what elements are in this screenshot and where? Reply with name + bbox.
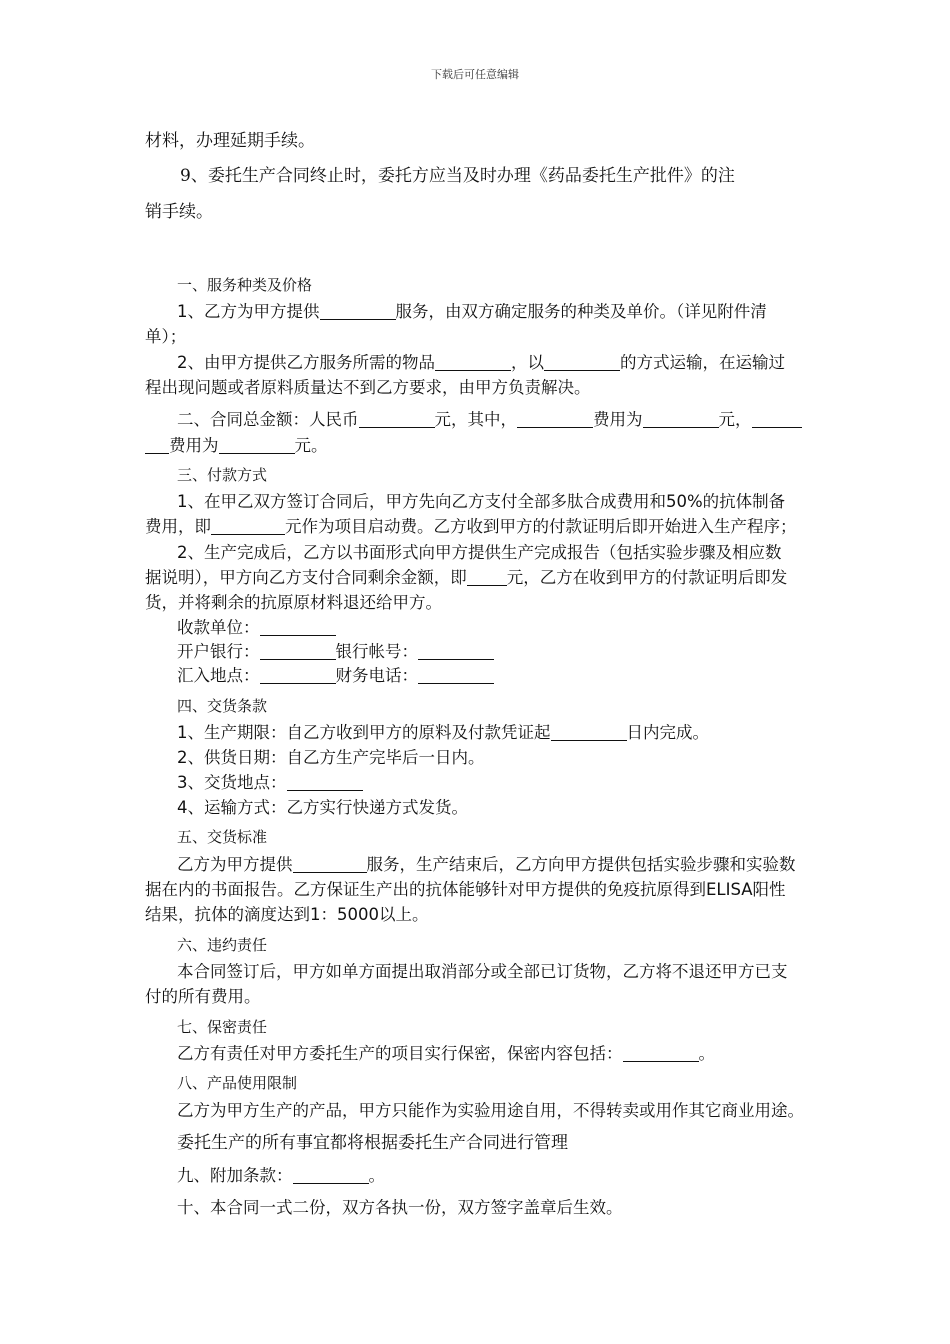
text: 元， [718, 410, 752, 429]
text: 元，其中， [434, 410, 517, 429]
blank-line [435, 369, 511, 371]
blank-line [517, 426, 593, 428]
blank-line [287, 789, 363, 791]
text: 1、生产期限：自乙方收到甲方的原料及付款凭证起 [177, 723, 551, 742]
section-title: 一、服务种类及价格 [177, 276, 313, 294]
blank-line [544, 369, 620, 371]
paragraph-line: 2、供货日期：自乙方生产完毕后一日内。 [177, 748, 485, 767]
paragraph-line: 单）； [145, 327, 187, 346]
form-field-line [177, 662, 494, 686]
paragraph-line: 9、委托生产合同终止时，委托方应当及时办理《药品委托生产批件》的注 [180, 166, 735, 186]
paragraph-line: 材料，办理延期手续。 [145, 131, 315, 151]
section-title: 三、付款方式 [177, 466, 268, 484]
blank-line [752, 426, 802, 428]
paragraph-line [177, 298, 767, 322]
text: 二、合同总金额：人民币 [177, 410, 359, 429]
text: 元作为项目启动费。乙方收到甲方的付款证明后即开始进入生产程序； [285, 517, 797, 536]
blank-line [260, 634, 336, 636]
paragraph-line [177, 1162, 385, 1186]
text: 据说明），甲方向乙方支付合同剩余金额，即 [145, 568, 467, 587]
field-label: 银行帐号： [335, 642, 418, 661]
paragraph-line [177, 349, 785, 373]
text: 元。 [294, 436, 328, 455]
form-field-line [177, 614, 336, 638]
paragraph-line: 程出现问题或者原料质量达不到乙方要求，由甲方负责解决。 [145, 378, 591, 397]
section-title: 八、产品使用限制 [177, 1074, 298, 1092]
page-header: 下载后可任意编辑 [431, 68, 519, 81]
blank-line [623, 1060, 699, 1062]
paragraph-line [177, 1040, 715, 1064]
blank-line [551, 739, 627, 741]
paragraph-line [145, 564, 787, 588]
text: 日内完成。 [626, 723, 709, 742]
text: 1、乙方为甲方提供 [177, 302, 320, 321]
text: 。 [368, 1166, 385, 1185]
text: 费用为 [169, 436, 219, 455]
paragraph-line [145, 432, 328, 456]
blank-line [418, 658, 494, 660]
paragraph-line: 据在内的书面报告。乙方保证生产出的抗体能够针对甲方提供的免疫抗原得到ELISA阳性 [145, 880, 786, 899]
paragraph-line: 2、生产完成后，乙方以书面形式向甲方提供生产完成报告（包括实验步骤及相应数 [177, 543, 782, 562]
text: 。 [698, 1044, 715, 1063]
paragraph-line [177, 406, 802, 430]
blank-line [260, 682, 336, 684]
text: 服务，生产结束后，乙方向甲方提供包括实验步骤和实验数 [366, 855, 796, 874]
paragraph-line: 付的所有费用。 [145, 987, 261, 1006]
paragraph-line [177, 851, 796, 875]
paragraph-line: 乙方为甲方生产的产品，甲方只能作为实验用途自用，不得转卖或用作其它商业用途。 [177, 1101, 804, 1120]
field-label: 收款单位： [177, 618, 260, 637]
text: 乙方为甲方提供 [177, 855, 293, 874]
blank-line [467, 584, 507, 586]
text: 2、由甲方提供乙方服务所需的物品 [177, 353, 435, 372]
field-label: 汇入地点： [177, 666, 260, 685]
paragraph-line: 货，并将剩余的抗原原材料退还给甲方。 [145, 593, 442, 612]
text: 3、交货地点： [177, 773, 287, 792]
section-title: 六、违约责任 [177, 936, 268, 954]
paragraph-line [145, 513, 797, 537]
text: 费用，即 [145, 517, 211, 536]
section-title: 七、保密责任 [177, 1018, 268, 1036]
blank-line [359, 426, 435, 428]
text: 乙方有责任对甲方委托生产的项目实行保密，保密内容包括： [177, 1044, 623, 1063]
field-label: 财务电话： [335, 666, 418, 685]
paragraph-line: 本合同签订后，甲方如单方面提出取消部分或全部已订货物，乙方将不退还甲方已支 [177, 962, 788, 981]
paragraph-line [177, 769, 363, 793]
text: 服务，由双方确定服务的种类及单价。（详见附件清 [395, 302, 767, 321]
paragraph-line: 结果，抗体的滴度达到1：5000以上。 [145, 905, 429, 924]
blank-line [145, 452, 169, 454]
blank-line [260, 658, 336, 660]
paragraph-line [177, 719, 709, 743]
section-title: 四、交货条款 [177, 697, 268, 715]
paragraph-line: 销手续。 [145, 202, 213, 222]
form-field-line [177, 638, 494, 662]
blank-line [320, 318, 396, 320]
blank-line [418, 682, 494, 684]
text: 的方式运输，在运输过 [620, 353, 785, 372]
paragraph-line: 4、运输方式：乙方实行快递方式发货。 [177, 798, 468, 817]
text: 九、附加条款： [177, 1166, 293, 1185]
text: 费用为 [593, 410, 643, 429]
paragraph-line: 十、本合同一式二份，双方各执一份，双方签字盖章后生效。 [177, 1198, 623, 1217]
paragraph-line: 1、在甲乙双方签订合同后，甲方先向乙方支付全部多肽合成费用和50%的抗体制备 [177, 492, 786, 511]
blank-line [293, 871, 367, 873]
field-label: 开户银行： [177, 642, 260, 661]
blank-line [211, 533, 285, 535]
blank-line [643, 426, 719, 428]
blank-line [293, 1182, 369, 1184]
text: ，以 [511, 353, 544, 372]
text: 元，乙方在收到甲方的付款证明后即发 [506, 568, 788, 587]
note-line: 委托生产的所有事宜都将根据委托生产合同进行管理 [177, 1133, 568, 1153]
blank-line [219, 452, 295, 454]
section-title: 五、交货标准 [177, 828, 268, 846]
